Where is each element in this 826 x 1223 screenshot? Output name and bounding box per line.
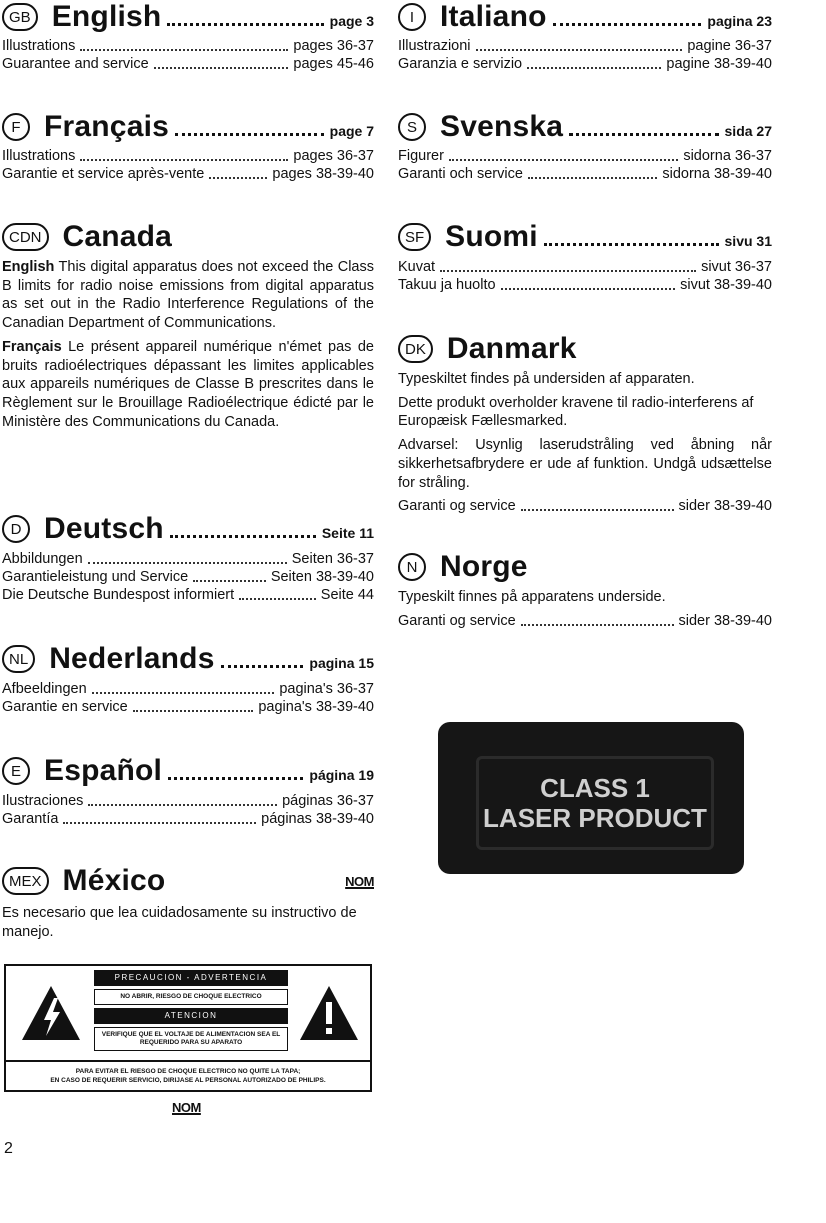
section-nederlands: [2, 642, 374, 716]
toc-row: [2, 810, 374, 828]
toc-value: páginas 36-37: [282, 793, 374, 809]
section-danmark: [398, 332, 772, 515]
toc-value: pagina's 36-37: [279, 681, 374, 697]
dot-leader: [168, 763, 303, 780]
toc-value: pagine 38-39-40: [666, 56, 772, 72]
paragraph-text: Le présent appareil numérique n'émet pas de bruits radioélectriques dépassant les limites applicables aux appareils numériques de Classe B prescrites dans le Règlement sur le Brouillage Radioélectrique édicté par le Ministère des Communications du Canada.: [2, 338, 374, 430]
section-espanol: [2, 754, 374, 828]
dot-leader: [569, 119, 718, 136]
dot-leader: [449, 159, 678, 161]
toc-row: [2, 680, 374, 698]
language-badge: E: [2, 757, 30, 785]
toc-row: [2, 792, 374, 810]
dot-leader: [175, 119, 324, 136]
section-heading: [2, 864, 374, 898]
dot-leader: [221, 651, 304, 668]
language-title: Italiano: [440, 0, 547, 33]
toc-label: Garanti og service: [398, 498, 516, 515]
toc-value: pagine 36-37: [687, 38, 772, 54]
toc-row: [2, 568, 374, 586]
toc-value: pagina's 38-39-40: [258, 699, 374, 715]
dot-leader: [88, 562, 287, 564]
language-title: Español: [44, 754, 163, 787]
toc-label: Afbeeldingen: [2, 681, 87, 697]
language-badge: I: [398, 3, 426, 31]
warning-footer: [6, 1060, 370, 1085]
warning-box: NO ABRIR, RIESGO DE CHOQUE ELECTRICO: [94, 989, 288, 1005]
toc-value: sivut 36-37: [701, 259, 772, 275]
section-francais: [2, 110, 374, 183]
warning-footer-line: EN CASO DE REQUERIR SERVICIO, DIRIJASE AL PERSONAL AUTORIZADO DE PHILIPS.: [50, 1077, 326, 1084]
warning-footer-line: PARA EVITAR EL RIESGO DE CHOQUE ELECTRICO NO QUITE LA TAPA;: [75, 1068, 301, 1075]
toc-label: Figurer: [398, 148, 444, 164]
dot-leader: [170, 521, 316, 538]
language-title: Nederlands: [49, 642, 215, 675]
toc-value: pages 36-37: [293, 38, 374, 54]
dot-leader: [92, 692, 275, 694]
danmark-paragraph: Dette produkt overholder kravene til radio-interferens af Europæisk Fællesmarked.: [398, 394, 754, 430]
canada-french-paragraph: [2, 338, 374, 432]
language-title: Svenska: [440, 110, 564, 143]
toc-value: pages 38-39-40: [272, 166, 374, 182]
language-title: Suomi: [445, 220, 538, 253]
language-title: Danmark: [446, 332, 577, 365]
toc-row: [2, 37, 374, 55]
section-heading: [398, 0, 772, 34]
language-title: English: [51, 0, 162, 33]
toc-row: [2, 55, 374, 73]
toc-label: Kuvat: [398, 259, 436, 275]
dot-leader: [476, 49, 683, 51]
page-reference: sivu 31: [724, 233, 772, 249]
toc-row: [398, 165, 772, 183]
toc-label: Garantía: [2, 811, 59, 827]
toc-row: [2, 698, 374, 716]
toc-label: Illustrations: [2, 38, 76, 54]
laser-product-label: [438, 722, 744, 874]
toc-value: sidorna 38-39-40: [662, 166, 772, 182]
section-norge: [398, 550, 772, 630]
dot-leader: [521, 509, 674, 511]
toc-label: Takuu ja huolto: [398, 277, 496, 293]
page-reference: page 7: [329, 123, 374, 139]
section-suomi: [398, 220, 772, 294]
language-badge: SF: [398, 223, 431, 251]
dot-leader: [527, 67, 661, 69]
laser-product: LASER PRODUCT: [483, 803, 707, 833]
toc-value: pages 45-46: [293, 56, 374, 72]
dot-leader: [63, 822, 256, 824]
warning-box: VERIFIQUE QUE EL VOLTAJE DE ALIMENTACION SEA EL REQUERIDO PARA SU APARATO: [94, 1027, 288, 1051]
toc-row: [398, 37, 772, 55]
toc-value: sidorna 36-37: [683, 148, 772, 164]
section-deutsch: [2, 512, 374, 604]
norge-paragraph: Typeskilt finnes på apparatens underside.: [398, 589, 666, 605]
page-number: 2: [4, 1140, 13, 1157]
dot-leader: [528, 177, 657, 179]
dot-leader: [80, 159, 288, 161]
mexico-paragraph: Es necesario que lea cuidadosamente su instructivo de manejo.: [2, 905, 357, 940]
toc-label: Guarantee and service: [2, 56, 149, 72]
toc-label: Illustrations: [2, 148, 76, 164]
nom-mark: NOM: [172, 1100, 201, 1115]
section-canada: [2, 220, 374, 436]
laser-class: CLASS 1: [540, 773, 650, 803]
laser-label-text: [476, 756, 714, 850]
section-heading: [2, 754, 374, 788]
section-heading: [2, 0, 374, 34]
toc-value: páginas 38-39-40: [261, 811, 374, 827]
dot-leader: [193, 580, 266, 582]
section-heading: [2, 220, 374, 254]
section-heading: [398, 332, 772, 366]
toc-label: Garanzia e servizio: [398, 56, 523, 72]
language-title: Deutsch: [44, 512, 164, 545]
page-reference: sida 27: [724, 123, 772, 139]
dot-leader: [80, 49, 288, 51]
language-badge: MEX: [2, 867, 49, 895]
page-reference: page 3: [329, 13, 374, 29]
toc-value: Seiten 36-37: [291, 551, 374, 567]
dot-leader: [167, 9, 323, 26]
warning-strip: PRECAUCION - ADVERTENCIA: [94, 970, 288, 986]
dot-leader: [521, 624, 674, 626]
language-title: Canada: [62, 220, 173, 253]
dot-leader: [88, 804, 277, 806]
high-voltage-warning-icon: [20, 984, 82, 1042]
exclamation-warning-icon: [298, 984, 360, 1042]
section-heading: [398, 110, 772, 144]
language-badge: GB: [2, 3, 38, 31]
toc-label: Abbildungen: [2, 551, 83, 567]
page-reference: página 19: [309, 767, 374, 783]
toc-row: [2, 147, 374, 165]
section-english: [2, 0, 374, 73]
warning-text-block: [94, 970, 288, 1051]
section-italiano: [398, 0, 772, 73]
toc-row: [398, 258, 772, 276]
dot-leader: [239, 598, 316, 600]
toc-row: [2, 165, 374, 183]
toc-value: sivut 38-39-40: [680, 277, 772, 293]
toc-row: [398, 276, 772, 294]
language-badge: F: [2, 113, 30, 141]
electrical-warning-label: [4, 964, 372, 1092]
language-badge: N: [398, 553, 426, 581]
dot-leader: [440, 270, 696, 272]
dot-leader: [133, 710, 254, 712]
nom-mark: NOM: [345, 873, 374, 889]
danmark-paragraph: Typeskiltet findes på undersiden af apparaten.: [398, 371, 695, 387]
toc-label: Garantie et service après-vente: [2, 166, 205, 182]
toc-label: Ilustraciones: [2, 793, 84, 809]
paragraph-lead: Français: [2, 338, 62, 355]
language-badge: CDN: [2, 223, 49, 251]
dot-leader: [209, 177, 267, 179]
language-badge: S: [398, 113, 426, 141]
paragraph-lead: English: [2, 259, 55, 275]
toc-label: Garanti og service: [398, 612, 516, 629]
section-heading: [398, 220, 772, 254]
paragraph-text: This digital apparatus does not exceed the Class B limits for radio noise emissions from digital apparatus as set out in the Radio Interference Regulations of the Canadian Department of Communications.: [2, 259, 374, 332]
section-mexico: [2, 864, 374, 946]
section-heading: [398, 550, 772, 584]
toc-label: Illustrazioni: [398, 38, 471, 54]
toc-row: [2, 550, 374, 568]
toc-row: [2, 586, 374, 604]
page-reference: pagina 15: [309, 655, 374, 671]
toc-value: sider 38-39-40: [678, 498, 772, 515]
dot-leader: [154, 67, 289, 69]
dot-leader: [544, 229, 719, 246]
page-reference: pagina 23: [707, 13, 772, 29]
dot-leader: [553, 9, 702, 26]
toc-value: sider 38-39-40: [678, 612, 772, 629]
language-title: Français: [44, 110, 169, 143]
page-reference: Seite 11: [321, 525, 374, 541]
toc-label: Garantieleistung und Service: [2, 569, 189, 585]
toc-label: Garantie en service: [2, 699, 128, 715]
toc-row: [398, 497, 772, 515]
section-svenska: [398, 110, 772, 183]
toc-row: [398, 55, 772, 73]
toc-label: Die Deutsche Bundespost informiert: [2, 587, 235, 603]
language-title: México: [62, 864, 166, 897]
canada-english-paragraph: [2, 258, 374, 333]
language-title: Norge: [440, 550, 528, 583]
dot-leader: [501, 288, 676, 290]
toc-value: pages 36-37: [293, 148, 374, 164]
section-heading: [2, 512, 374, 546]
language-badge: DK: [398, 335, 433, 363]
language-badge: NL: [2, 645, 35, 673]
danmark-paragraph: Advarsel: Usynlig laserudstråling ved åbning når sikkerhetsafbrydere er ude af funktion. Undgå udsættelse for stråling.: [398, 437, 772, 491]
toc-label: Garanti och service: [398, 166, 523, 182]
toc-row: [398, 147, 772, 165]
section-heading: [2, 110, 374, 144]
toc-value: Seiten 38-39-40: [270, 569, 374, 585]
section-heading: [2, 642, 374, 676]
toc-value: Seite 44: [320, 587, 374, 603]
language-badge: D: [2, 515, 30, 543]
toc-row: [398, 612, 772, 630]
warning-strip: ATENCION: [94, 1008, 288, 1024]
